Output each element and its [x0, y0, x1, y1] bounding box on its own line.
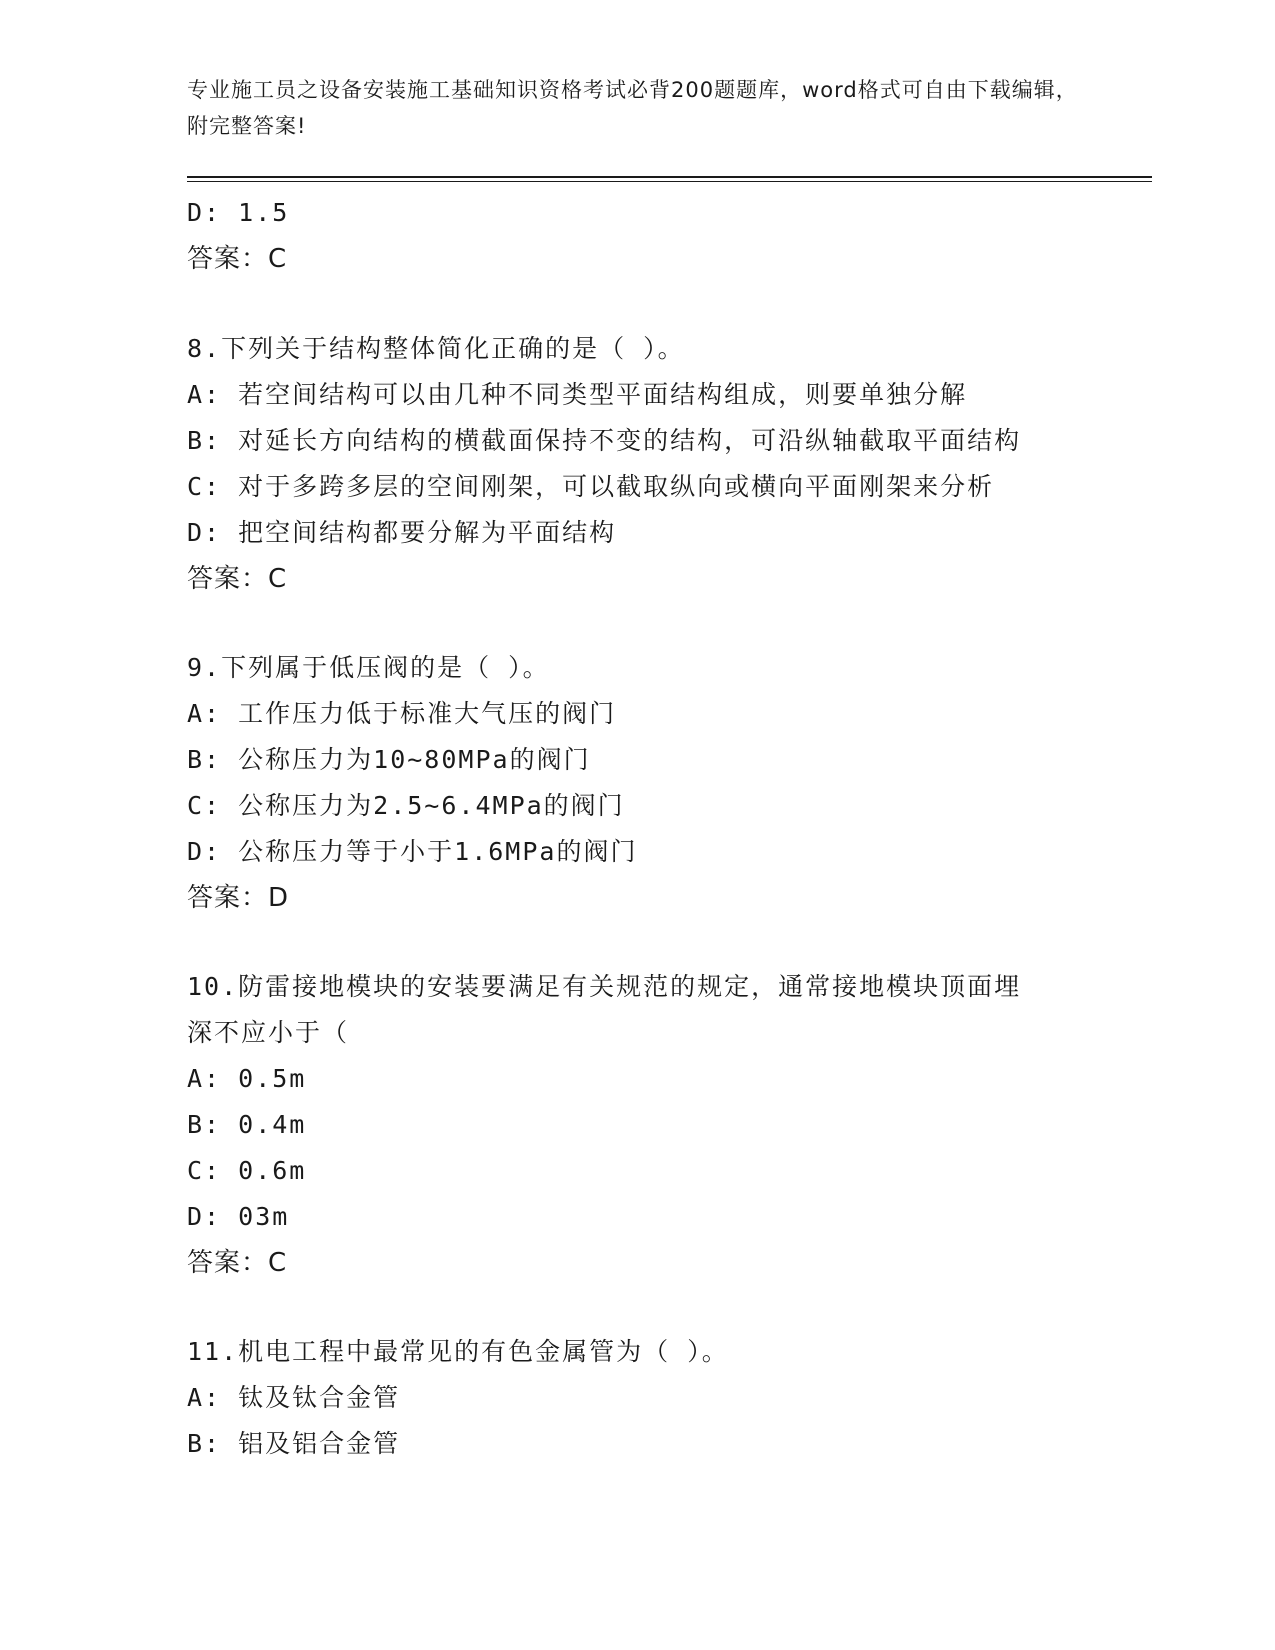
option-b: B: 铝及铝合金管	[187, 1429, 401, 1458]
option-d: D: 1.5	[187, 198, 290, 227]
option-a: A: 若空间结构可以由几种不同类型平面结构组成，则要单独分解	[187, 380, 968, 409]
option-b: B: 对延长方向结构的横截面保持不变的结构，可沿纵轴截取平面结构	[187, 426, 1022, 455]
header-divider-thin	[187, 181, 1152, 182]
question-stem: 9.下列属于低压阀的是（ ）。	[187, 653, 550, 682]
question-10	[187, 964, 1087, 1286]
option-c: C: 公称压力为2.5~6.4MPa的阀门	[187, 791, 625, 820]
header-divider-thick	[187, 176, 1152, 178]
page-header-title: 专业施工员之设备安装施工基础知识资格考试必背200题题库，word格式可自由下载编辑，附完整答案!	[187, 78, 1078, 138]
option-d: D: 把空间结构都要分解为平面结构	[187, 518, 617, 547]
question-list	[187, 190, 1087, 1467]
question-8	[187, 326, 1087, 602]
question-stem-line-1: 10.防雷接地模块的安装要满足有关规范的规定，通常接地模块顶面埋	[187, 972, 1022, 1001]
option-c: C: 0.6m	[187, 1156, 307, 1185]
answer-line: 答案：C	[187, 564, 288, 594]
spacer	[187, 602, 1087, 645]
answer-line: 答案：D	[187, 883, 290, 913]
spacer	[187, 282, 1087, 326]
answer-line: 答案：C	[187, 1248, 288, 1278]
question-11	[187, 1329, 1087, 1467]
option-d: D: 公称压力等于小于1.6MPa的阀门	[187, 837, 638, 866]
option-a: A: 0.5m	[187, 1064, 307, 1093]
question-stem: 11.机电工程中最常见的有色金属管为（ ）。	[187, 1337, 729, 1366]
spacer	[187, 921, 1087, 964]
question-9	[187, 645, 1087, 921]
option-d: D: 03m	[187, 1202, 290, 1231]
option-a: A: 工作压力低于标准大气压的阀门	[187, 699, 617, 728]
question-stem-line-2: 深不应小于（	[187, 1018, 350, 1047]
option-b: B: 0.4m	[187, 1110, 307, 1139]
question-stem: 8.下列关于结构整体简化正确的是（ ）。	[187, 334, 685, 363]
spacer	[187, 1286, 1087, 1329]
answer-line: 答案：C	[187, 244, 288, 274]
option-b: B: 公称压力为10~80MPa的阀门	[187, 745, 591, 774]
option-a: A: 钛及钛合金管	[187, 1383, 401, 1412]
option-c: C: 对于多跨多层的空间刚架，可以截取纵向或横向平面刚架来分析	[187, 472, 995, 501]
